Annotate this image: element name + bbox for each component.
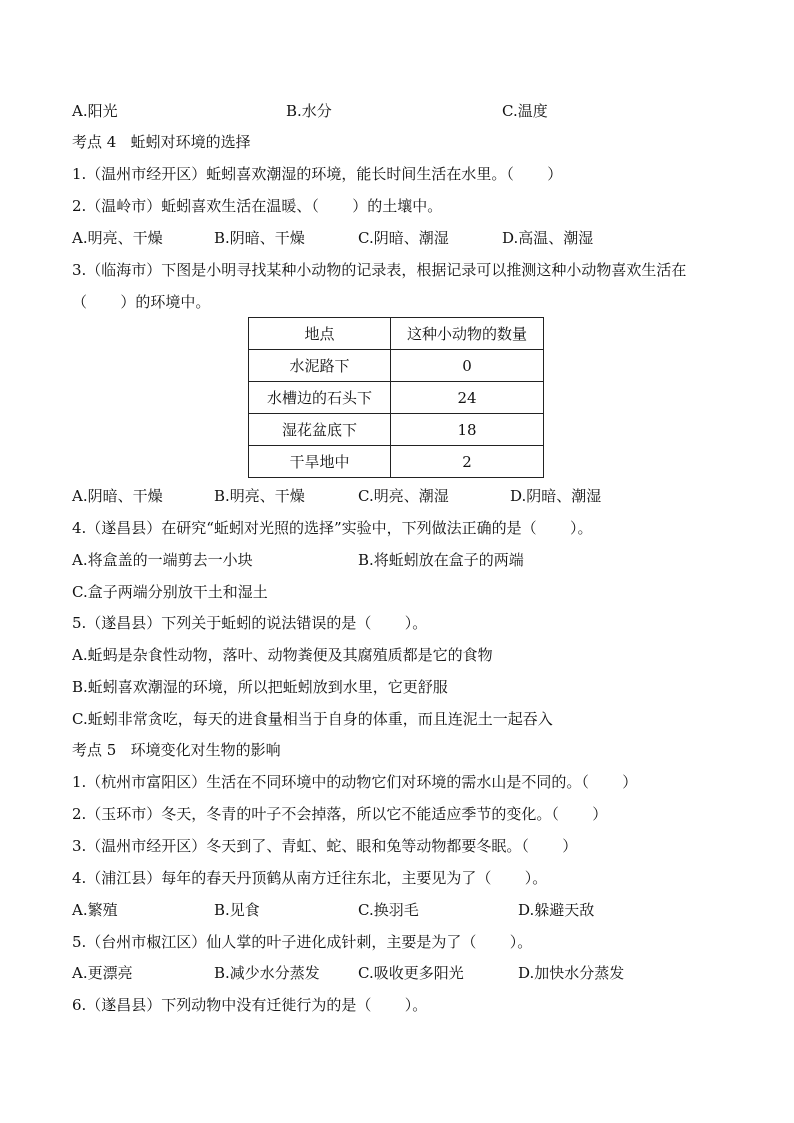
table-cell-location: 水泥路下 [249, 350, 391, 382]
s4-q4-option-b: B.将蚯蚓放在盒子的两端 [358, 551, 524, 569]
option-c-temperature: C.温度 [502, 102, 548, 120]
s5-question-4: 4.（浦江县）每年的春天丹顶鹤从南方迁往东北，主要见为了（ ）。 [72, 869, 548, 887]
s4-q5-option-c: C.蚯蚓非常贪吃，每天的进食量相当于自身的体重，而且连泥土一起吞入 [72, 710, 553, 728]
s4-question-2: 2.（温岭市）蚯蚓喜欢生活在温暖、（ ）的土壤中。 [72, 197, 443, 215]
s4-q2-option-d: D.高温、潮湿 [502, 229, 594, 247]
section-5-heading: 考点 5 环境变化对生物的影响 [72, 741, 281, 759]
table-row [249, 414, 544, 446]
section-4-heading: 考点 4 蚯蚓对环境的选择 [72, 133, 251, 151]
s5-q5-option-a: A.更漂亮 [72, 964, 133, 982]
s4-q2-option-b: B.阴暗、干燥 [214, 229, 305, 247]
table-cell-count: 24 [391, 382, 544, 414]
s5-q5-option-b: B.减少水分蒸发 [214, 964, 320, 982]
s5-q4-option-c: C.换羽毛 [358, 901, 419, 919]
s4-q4-option-c: C.盒子两端分别放干土和湿土 [72, 583, 268, 601]
s4-q3-option-c: C.明亮、潮湿 [358, 487, 449, 505]
table-header-location: 地点 [249, 318, 391, 350]
s5-question-5: 5.（台州市椒江区）仙人掌的叶子进化成针刺，主要是为了（ ）。 [72, 933, 533, 951]
table-header-row [249, 318, 544, 350]
record-table [248, 317, 544, 478]
option-b-water: B.水分 [286, 102, 332, 120]
s4-question-3-line1: 3.（临海市）下图是小明寻找某种小动物的记录表，根据记录可以推测这种小动物喜欢生活在 [72, 261, 687, 279]
s5-q5-option-d: D.加快水分蒸发 [518, 964, 625, 982]
s5-q4-option-d: D.躲避天敌 [518, 901, 595, 919]
s4-q2-option-c: C.阴暗、潮湿 [358, 229, 449, 247]
s5-q5-option-c: C.吸收更多阳光 [358, 964, 464, 982]
s5-question-2: 2.（玉环市）冬天，冬青的叶子不会掉落，所以它不能适应季节的变化。（ ） [72, 805, 608, 823]
s5-question-6: 6.（遂昌县）下列动物中没有迁徙行为的是（ ）。 [72, 996, 428, 1014]
table-row [249, 350, 544, 382]
s4-q2-option-a: A.明亮、干燥 [72, 229, 163, 247]
s4-q3-option-d: D.阴暗、潮湿 [510, 487, 602, 505]
table-header-count: 这种小动物的数量 [391, 318, 544, 350]
s4-question-3-line2: （ ）的环境中。 [72, 293, 211, 311]
s4-question-4: 4.（遂昌县）在研究“蚯蚓对光照的选择”实验中，下列做法正确的是（ ）。 [72, 519, 593, 537]
option-a-sunlight: A.阳光 [72, 102, 118, 120]
table-row [249, 446, 544, 478]
s4-q3-option-a: A.阴暗、干燥 [72, 487, 163, 505]
s4-q3-option-b: B.明亮、干燥 [214, 487, 305, 505]
table-cell-count: 0 [391, 350, 544, 382]
table-cell-count: 18 [391, 414, 544, 446]
s4-q5-option-a: A.蚯蚂是杂食性动物，落叶、动物粪便及其腐殖质都是它的食物 [72, 646, 493, 664]
s4-q4-option-a: A.将盒盖的一端剪去一小块 [72, 551, 253, 569]
table-cell-location: 湿花盆底下 [249, 414, 391, 446]
table-cell-count: 2 [391, 446, 544, 478]
table-cell-location: 干旱地中 [249, 446, 391, 478]
s5-question-1: 1.（杭州市富阳区）生活在不同环境中的动物它们对环境的需水山是不同的。（ ） [72, 773, 638, 791]
table-cell-location: 水槽边的石头下 [249, 382, 391, 414]
s5-question-3: 3.（温州市经开区）冬天到了、青虹、蛇、眼和兔等动物都要冬眠。（ ） [72, 837, 578, 855]
s4-q5-option-b: B.蚯蚓喜欢潮湿的环境，所以把蚯蚓放到水里，它更舒服 [72, 678, 448, 696]
s5-q4-option-b: B.见食 [214, 901, 260, 919]
s4-question-5: 5.（遂昌县）下列关于蚯蚓的说法错误的是（ ）。 [72, 614, 428, 632]
s5-q4-option-a: A.繁殖 [72, 901, 118, 919]
table-row [249, 382, 544, 414]
s4-question-1: 1.（温州市经开区）蚯蚓喜欢潮湿的环境，能长时间生活在水里。（ ） [72, 165, 563, 183]
